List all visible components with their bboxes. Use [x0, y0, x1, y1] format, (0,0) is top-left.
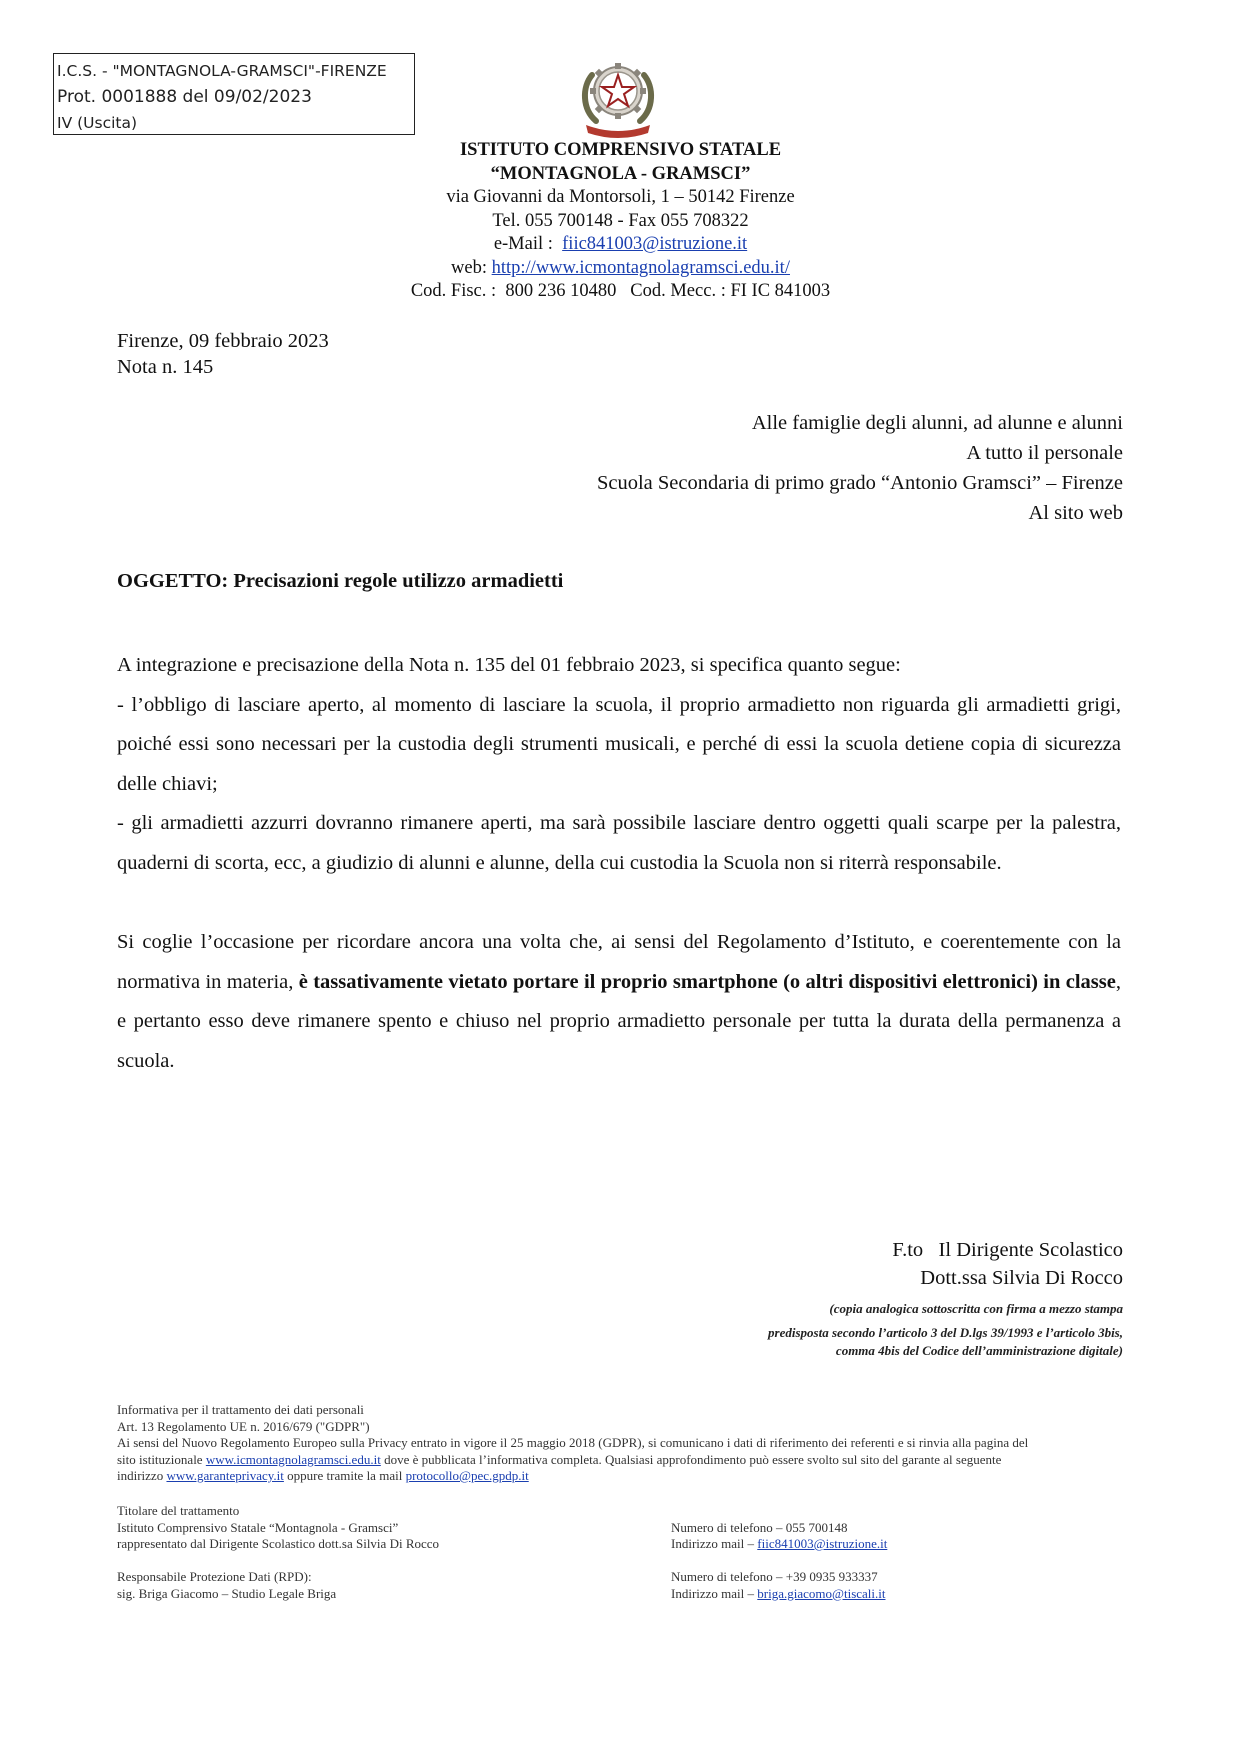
recipient-line: Scuola Secondaria di primo grado “Antonio Gramsci” – Firenze — [596, 472, 1123, 494]
body-point-1: - l’obbligo di lasciare aperto, al momento di lasciare la scuola, il proprio armadietto non riguarda gli armadietti grigi, poiché essi sono necessari per la custodia degli strumenti musicali, e perché di essi la scuola detiene copia di sicurezza delle chiavi; — [117, 693, 1121, 795]
signature-name: Dott.ssa Silvia Di Rocco — [920, 1267, 1123, 1289]
recipient-line: Alle famiglie degli alunni, ad alunne e alunni — [751, 412, 1123, 434]
protocol-line-1: I.C.S. - "MONTAGNOLA-GRAMSCI"-FIRENZE — [57, 62, 387, 80]
school-web-link[interactable]: http://www.icmontagnolagramsci.edu.it/ — [491, 257, 790, 278]
note-number: Nota n. 145 — [117, 356, 214, 378]
controller-mail-line — [671, 1536, 887, 1553]
signature-role: F.to Il Dirigente Scolastico — [892, 1239, 1123, 1261]
controller-block — [117, 1503, 439, 1553]
privacy-article: Art. 13 Regolamento UE n. 2016/679 ("GDPR") — [117, 1418, 370, 1434]
signature-note — [768, 1300, 1123, 1360]
controller-rep: rappresentato dal Dirigente Scolastico dott.sa Silvia Di Rocco — [117, 1536, 440, 1551]
reminder-end: , e pertanto esso deve rimanere spento e chiuso nel proprio armadietto personale per tutta la durata della permanenza a scuola. — [117, 970, 1121, 1072]
rpd-title: Responsabile Protezione Dati (RPD): — [117, 1569, 312, 1584]
rpd-contacts — [671, 1569, 886, 1602]
protocol-stamp — [53, 53, 415, 135]
italian-republic-emblem-icon — [578, 53, 658, 139]
reminder-start: Si coglie l’occasione per ricordare ancora una volta che, ai sensi del Regolamento d’Istituto, e coerentemente con la normativa in materia, — [117, 931, 1121, 993]
rpd-phone: Numero di telefono – +39 0935 933337 — [671, 1569, 878, 1584]
recipients — [597, 408, 1123, 528]
privacy-text-2: dove è pubblicata l’informativa completa. Qualsiasi approfondimento può essere svolto sul sito del garante al seguente indirizzo — [117, 1451, 1002, 1483]
rpd-block — [117, 1569, 336, 1602]
web-label: web: — [451, 257, 487, 278]
garante-link[interactable]: www.garanteprivacy.it — [166, 1468, 284, 1483]
school-email-link[interactable]: fiic841003@istruzione.it — [562, 234, 748, 254]
controller-phone: Numero di telefono – 055 700148 — [671, 1519, 848, 1535]
controller-title: Titolare del trattamento — [117, 1503, 240, 1518]
signature-note-1: (copia analogica sottoscritta con firma a mezzo stampa — [829, 1301, 1123, 1316]
place-date: Firenze, 09 febbraio 2023 — [117, 330, 329, 352]
protocol-number: Prot. 0001888 del 09/02/2023 — [57, 87, 312, 107]
controller-mail-link[interactable]: fiic841003@istruzione.it — [757, 1536, 888, 1551]
controller-contacts — [671, 1520, 887, 1553]
rpd-name: sig. Briga Giacomo – Studio Legale Briga — [117, 1585, 337, 1601]
privacy-text-3: oppure tramite la mail — [283, 1468, 406, 1483]
school-codes: Cod. Fisc. : 800 236 10480 Cod. Mecc. : FI IC 841003 — [410, 281, 831, 301]
recipient-line: A tutto il personale — [966, 442, 1123, 464]
school-email-line — [0, 233, 1241, 257]
letter-body — [117, 646, 1121, 1081]
body-reminder — [117, 923, 1121, 1081]
school-name: “MONTAGNOLA - GRAMSCI” — [490, 163, 751, 184]
school-web-line — [0, 257, 1241, 281]
reminder-bold: è tassativamente vietato portare il proprio smartphone (o altri dispositivi elettronici) in classe — [298, 970, 1116, 993]
rpd-mail-link[interactable]: briga.giacomo@tiscali.it — [757, 1585, 886, 1601]
school-address: via Giovanni da Montorsoli, 1 – 50142 Firenze — [446, 187, 795, 207]
body-point-2: - gli armadietti azzurri dovranno rimanere aperti, ma sarà possibile lasciare dentro oggetti quali scarpe per la palestra, quaderni di scorta, ecc, a giudizio di alunni e alunne, della cui custodia la Scuola non si riterrà responsabile. — [117, 812, 1121, 874]
school-header — [0, 139, 1241, 304]
privacy-text — [117, 1435, 1037, 1485]
school-type: ISTITUTO COMPRENSIVO STATALE — [459, 140, 782, 160]
school-site-link[interactable]: www.icmontagnolagramsci.edu.it — [205, 1451, 381, 1467]
privacy-title: Informativa per il trattamento dei dati personali — [117, 1402, 364, 1417]
rpd-mail-line — [671, 1586, 886, 1603]
controller-name: Istituto Comprensivo Statale “Montagnola - Gramsci” — [117, 1519, 399, 1535]
subject: OGGETTO: Precisazioni regole utilizzo armadietti — [117, 570, 564, 592]
signature-note-2: predisposta secondo l’articolo 3 del D.lgs 39/1993 e l’articolo 3bis, — [768, 1325, 1123, 1340]
rpd-mail-label: Indirizzo mail – — [671, 1585, 758, 1601]
protocol-direction: IV (Uscita) — [57, 114, 138, 132]
signature-note-3: comma 4bis del Codice dell’amministrazione digitale) — [835, 1343, 1123, 1358]
place-date-block — [117, 328, 329, 380]
garante-mail-link[interactable]: protocollo@pec.gpdp.it — [405, 1468, 529, 1483]
controller-mail-label: Indirizzo mail – — [671, 1536, 758, 1551]
signature-block — [892, 1236, 1123, 1292]
body-intro: A integrazione e precisazione della Nota n. 135 del 01 febbraio 2023, si specifica quanto segue: — [117, 654, 901, 676]
recipient-line: Al sito web — [1028, 502, 1123, 524]
email-label: e-Mail : — [493, 234, 553, 254]
privacy-notice — [117, 1402, 1037, 1485]
privacy-text-1: Ai sensi del Nuovo Regolamento Europeo sulla Privacy entrato in vigore il 25 maggio 2018 (GDPR), si comunicano i dati di riferimento dei referenti e si rinvia alla pagina del sito istituzionale — [117, 1435, 1029, 1467]
school-phone-fax: Tel. 055 700148 - Fax 055 708322 — [492, 210, 749, 231]
